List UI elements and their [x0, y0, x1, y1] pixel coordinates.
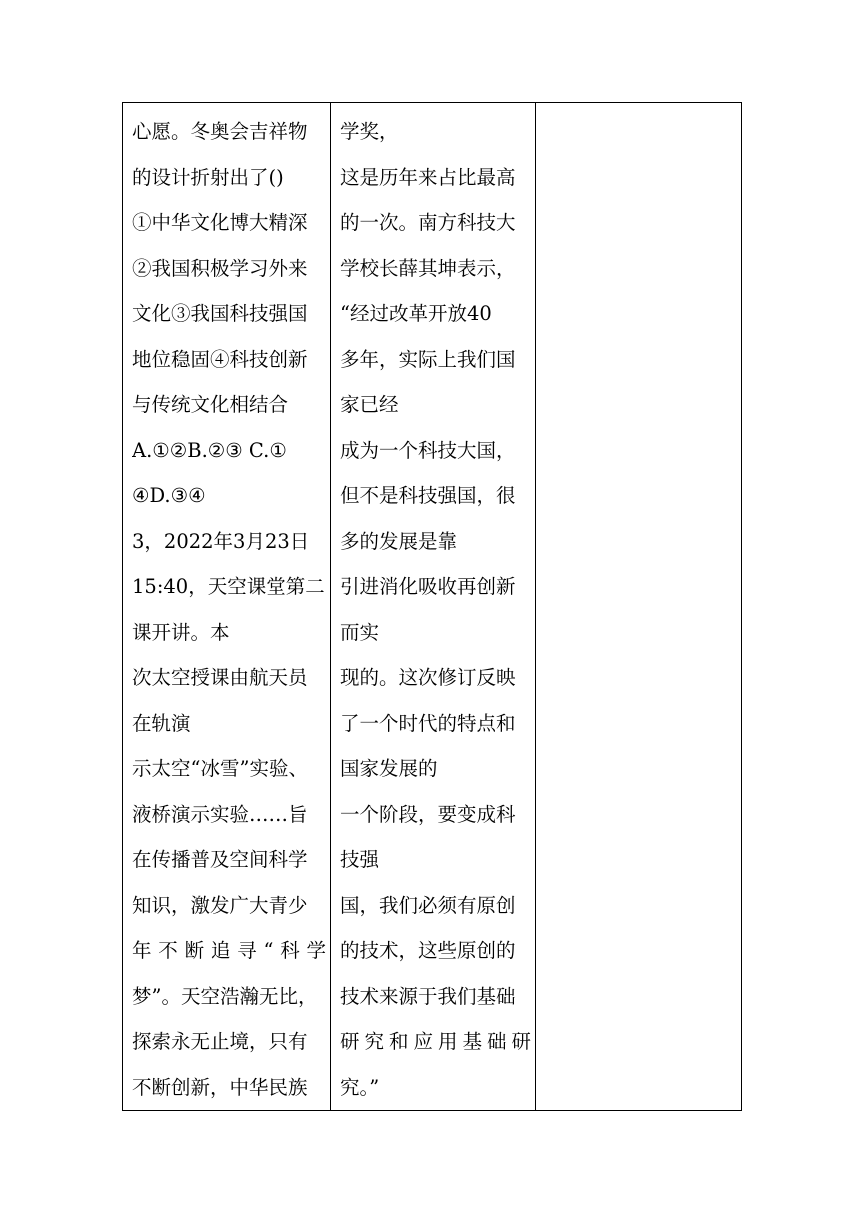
text-line: 不断创新，中华民族	[132, 1075, 308, 1099]
text-line: 与传统文化相结合	[132, 393, 289, 416]
text-line: 梦”。天空浩瀚无比，	[132, 984, 318, 1008]
text-line: 技术来源于我们基础	[340, 984, 516, 1008]
text-line: 文化③我国科技强国	[132, 302, 308, 325]
text-line: 课开讲。本	[132, 620, 230, 644]
text-line: 的一次。南方科技大	[340, 211, 516, 234]
text-line: 学校长薛其坤表示，	[340, 256, 516, 280]
content-table	[122, 102, 742, 1111]
text-line: 现的。这次修订反映	[340, 666, 516, 689]
text-line: 地位稳固④科技创新	[132, 347, 308, 371]
text-line: 液桥演示实验……旨	[132, 802, 308, 826]
text-line: 究。”	[340, 1075, 380, 1099]
text-line: 多年，实际上我们国	[340, 347, 516, 371]
table-row	[123, 103, 742, 1111]
text-line: 一个阶段，要变成科	[340, 802, 516, 826]
text-line: 但不是科技强国，很	[340, 484, 516, 507]
text-line: 学奖，	[340, 120, 399, 143]
text-line: 引进消化吸收再创新	[340, 575, 516, 598]
text-line: 在轨演	[132, 711, 191, 735]
text-line: 而实	[340, 620, 380, 644]
text-line: 研究和应用基础研	[340, 1030, 531, 1053]
text-line: 在传播普及空间科学	[132, 848, 308, 871]
text-line: 知识，激发广大青少	[132, 893, 308, 917]
text-line: ②我国积极学习外来	[132, 256, 308, 280]
table-cell-middle	[331, 103, 536, 1111]
text-line: 3，2022年3月23日	[132, 529, 310, 553]
text-line: 国，我们必须有原创	[340, 893, 516, 917]
text-line: 成为一个科技大国，	[340, 438, 516, 462]
text-line: 探索永无止境，只有	[132, 1030, 308, 1053]
text-line: 次太空授课由航天员	[132, 666, 308, 689]
text-line: ④D.③④	[132, 484, 206, 507]
text-line: 技强	[340, 848, 380, 871]
text-line: 的技术，这些原创的	[340, 939, 516, 962]
text-line: A.①②B.②③ C.①	[132, 438, 287, 462]
text-line: 示太空“冰雪”实验、	[132, 757, 308, 780]
text-line: 15:40，天空课堂第二	[132, 575, 325, 598]
middle-cell-text	[331, 103, 535, 1110]
text-line: ①中华文化博大精深	[132, 211, 308, 234]
text-line: 这是历年来占比最高	[340, 165, 516, 189]
table-cell-left	[123, 103, 331, 1111]
text-line: 的设计折射出了()	[132, 165, 284, 189]
text-line: 心愿。冬奥会吉祥物	[132, 120, 308, 143]
table-cell-right-empty	[536, 103, 742, 1111]
text-line: 多的发展是靠	[340, 529, 458, 553]
text-line: 年不断追寻“科学	[132, 939, 326, 962]
text-line: 了一个时代的特点和	[340, 711, 516, 735]
text-line: 国家发展的	[340, 757, 438, 780]
text-line: “经过改革开放40	[340, 302, 492, 325]
text-line: 家已经	[340, 393, 399, 416]
left-cell-text	[123, 103, 330, 1110]
